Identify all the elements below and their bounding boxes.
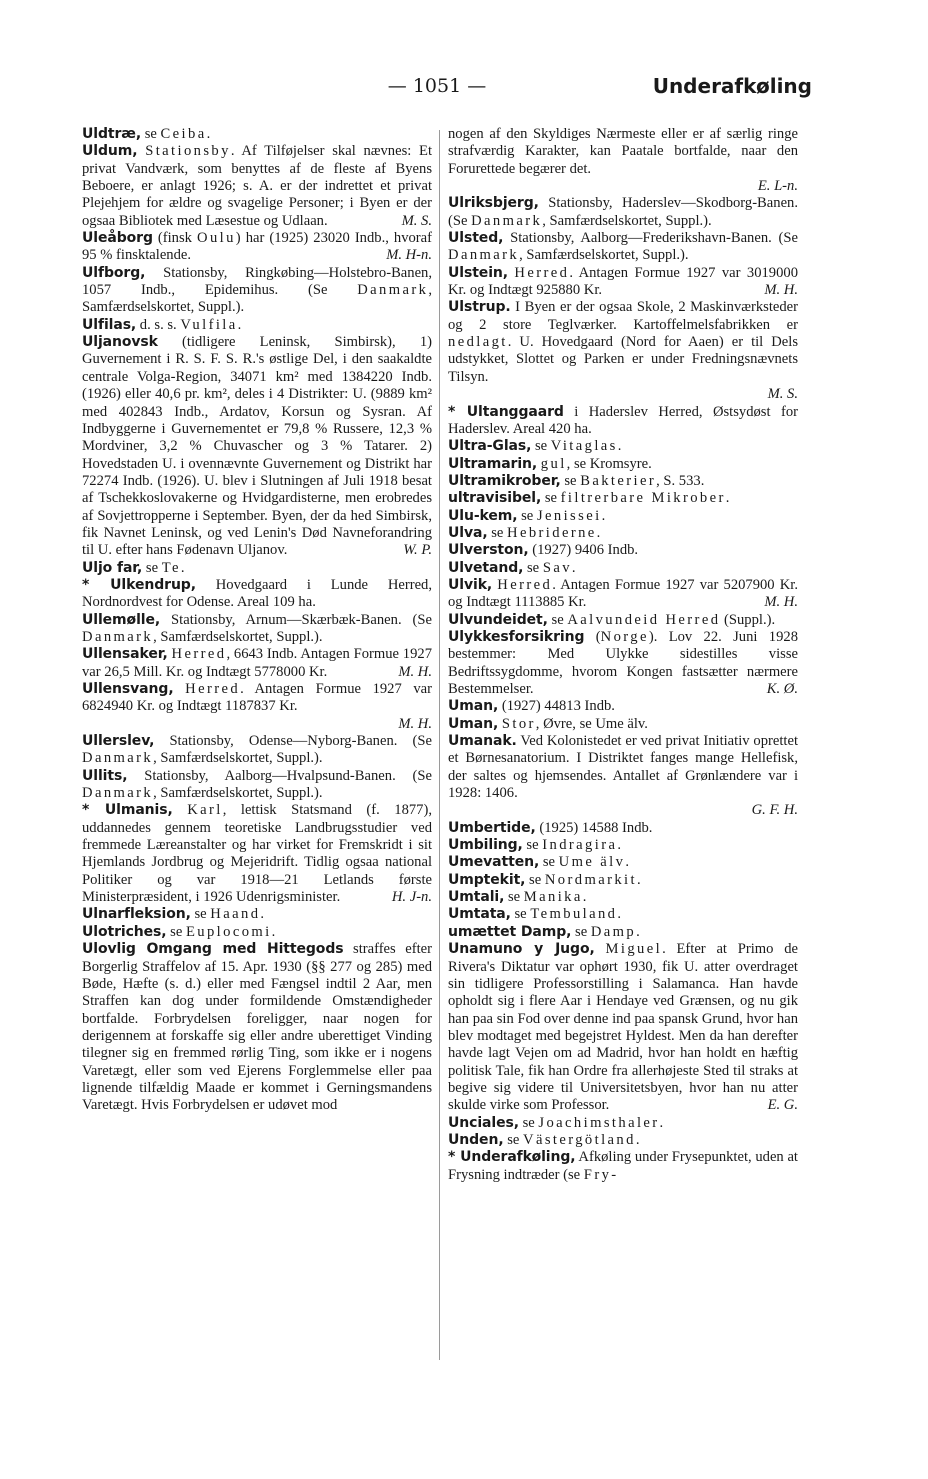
entry-spaced-text: Ume älv <box>558 854 626 871</box>
entry-text-cont: . <box>725 490 730 507</box>
entry-signature: W. P. <box>403 542 432 559</box>
entry-signature: K. Ø. <box>766 681 798 697</box>
entry-text-cont: ) har (1925) 23020 Indb., hvoraf 95 % finsktalende. <box>82 230 432 264</box>
entry-spaced-text: Manika <box>523 889 583 906</box>
entry-text: Stationsby, Odense—Nyborg-Banen. (Se <box>154 733 432 750</box>
entry-headword: Uljanovsk <box>82 334 158 351</box>
entry-spaced-text: Herred <box>514 264 570 281</box>
entry-text: (tidligere Leninsk, Simbirsk), 1) Guvernement i R. S. F. S. R.'s østlige Del, i den saakaldte centrale Volga-Region, 34071 km² med 1384220 Indb. (1926) eller 40,6 pr. km², deles i 4 Distrikter: U. (9889 km² med 402843 Indb., Ardatov, Korsun og Sysran. Af Indbyggerne i Guvernementet er 79,8 % Russere, 12,3 % Mordviner, 3,2 % Chuvascher og 3 % Tatarer. 2) Hovedstaden U. i ovennævnte Guvernement og Distrikt har 72274 Indb. (1926). U. blev i Slutningen af Juli 1918 besat af Tschekkoslovakerne og Hvidgardisterne, men erobredes af Sovjettropperne i September. Byen, der da hed Simbirsk, fik Navnet Leninsk, og ved Lenin's Død Navneforandring til U. efter hans Fødenavn Uljanov. <box>82 334 432 559</box>
entry-text: se <box>518 1114 539 1131</box>
entry-text: I Byen er der ogsaa Skole, 2 Maskinværksteder og 2 store Teglværker. Kartoffelmelsfabrikken er <box>448 299 798 333</box>
entry-text-cont: . <box>206 126 211 142</box>
entry-text: nogen af den Skyldiges Nærmeste eller er af særlig ringe strafværdig Karakter, kan Paatale bortfalde, naar den Forurettede begærer det. <box>448 126 798 177</box>
dictionary-entry <box>448 265 798 300</box>
entry-spaced-text: Danmark <box>471 212 543 229</box>
entry-headword: Umtali, <box>448 889 505 906</box>
dictionary-entry <box>448 230 798 265</box>
entry-headword: Ulstein, <box>448 264 508 281</box>
entry-headword: * Ulmanis, <box>82 802 173 819</box>
entry-signature: M. S. <box>401 212 432 229</box>
entry-spaced-text: Danmark <box>357 282 429 299</box>
dictionary-entry <box>448 924 798 941</box>
entry-spaced-text: Indragira <box>542 837 618 854</box>
dictionary-entry <box>82 802 432 906</box>
dictionary-entry <box>82 317 432 334</box>
entry-headword: Ulovlig Omgang med Hittegods <box>82 941 344 958</box>
entry-text-cont: (Suppl.). <box>720 611 776 628</box>
entry-text: i Haderslev Herred, Østsydøst for Haderslev. Areal 420 ha. <box>448 403 798 437</box>
entry-headword: Ulvik, <box>448 576 493 593</box>
entry-headword: Uldum, <box>82 143 138 160</box>
dictionary-entry <box>448 456 798 473</box>
dictionary-entry <box>448 508 798 525</box>
entry-spaced-text: Danmark <box>82 628 154 645</box>
dictionary-entry <box>448 577 798 612</box>
dictionary-entry <box>82 681 432 716</box>
entry-headword: Ulsted, <box>448 230 504 247</box>
entry-spaced-text: Oulu <box>197 230 236 247</box>
entry-signature: E. L-n. <box>757 178 798 195</box>
entry-text: Hovedgaard i Lunde Herred, Nordnordvest for Odense. Areal 109 ha. <box>82 576 432 611</box>
entry-headword: Ullensaker, <box>82 646 168 663</box>
entry-signature: E. G. <box>767 1097 798 1114</box>
entry-text: se <box>522 837 543 854</box>
entry-text-cont: , 6643 Indb. Antagen Formue 1927 var 26,5 Mill. Kr. og Indtægt 5778000 Kr. <box>82 646 432 680</box>
entry-headword: Ulfborg, <box>82 264 146 281</box>
entry-headword: Uleåborg <box>82 230 153 247</box>
dictionary-entry <box>448 126 798 178</box>
entry-text-cont: , Samfærdselskortet, Suppl.). <box>519 247 689 264</box>
dictionary-entry <box>82 733 432 768</box>
dictionary-entry <box>448 854 798 871</box>
entry-text-cont: . <box>237 316 242 333</box>
entry-headword: Uman, <box>448 698 499 715</box>
entry-headword: Unamuno y Jugo, <box>448 941 595 958</box>
entry-spaced-text: Danmark <box>82 785 154 802</box>
entry-headword: Umtata, <box>448 906 511 923</box>
entry-spaced-text: Herred <box>497 576 553 593</box>
dictionary-entry <box>448 473 798 490</box>
entry-spaced-text: Hebriderne <box>507 524 597 541</box>
entry-text: Stationsby, Ringkøbing—Holstebro-Banen, 1057 Indb., Epidemihus. (Se <box>82 264 432 299</box>
entry-spaced-text: Miguel <box>605 941 663 958</box>
entry-signature: M. H. <box>398 663 432 680</box>
dictionary-entry <box>82 941 432 1114</box>
entry-text: se <box>510 906 531 923</box>
entry-text: (1925) 14588 Indb. <box>535 819 653 836</box>
entry-text <box>595 941 606 957</box>
entry-headword: * Ulkendrup, <box>82 576 196 593</box>
entry-headword: Unciales, <box>448 1114 519 1131</box>
entry-text-cont: . <box>659 1114 664 1131</box>
entry-headword: Unden, <box>448 1131 504 1148</box>
entry-signature: M. H. <box>764 282 798 299</box>
entry-text-cont: , Samfærdselskortet, Suppl.). <box>153 628 323 645</box>
right-column <box>448 126 798 1184</box>
entry-headword: Ultra-Glas, <box>448 438 532 455</box>
entry-text: se <box>571 923 591 940</box>
entry-signature: M. H. <box>764 594 798 611</box>
dictionary-entry <box>82 646 432 681</box>
dictionary-entry <box>448 941 798 1114</box>
dictionary-entry <box>448 299 798 386</box>
dictionary-entry <box>82 265 432 317</box>
entry-spaced-text: Jenissei <box>536 507 602 524</box>
dictionary-entry <box>448 612 798 629</box>
entry-signature: M. H. <box>398 715 432 732</box>
entry-text-cont: . Antagen Formue 1927 var 5207900 Kr. og Indtægt 1113885 Kr. <box>448 576 798 611</box>
dictionary-entry <box>82 768 432 803</box>
dictionary-entry <box>448 820 798 837</box>
entry-text-cont: . <box>180 559 185 576</box>
dictionary-entry <box>448 889 798 906</box>
left-column <box>82 126 432 1115</box>
entry-spaced-text: Danmark <box>82 750 154 767</box>
entry-text-cont: , lettisk Statsmand (f. 1877), uddannedes gennem teoretiske Landbrugsstudier ved fremmede Læreanstalter og har virket for Fremskridt i sit Hjemlands Jordbrug og Mejeridrift. Tidlig ogsaa national Politiker og var 1918—21 Letlands første Ministerpræsident, i 1926 Udenrigsminister. <box>82 802 432 906</box>
dictionary-entry <box>448 872 798 889</box>
entry-text-cont: . <box>617 837 621 854</box>
entry-text: se <box>504 889 524 906</box>
entry-text: straffes efter Borgerlig Straffelov af 15. Apr. 1930 (§§ 277 og 285) med Bøde, Hæfte (s. d.) eller med Fængsel indtil 2 Aar, men Straffen kan dog under formildende Omstændigheder bortfalde. Forbrydelsen foreligger, naar nogen for derigennem at forskaffe sig eller andre uberettiget Vinding tilegner sig en fremmed rørlig Ting, som ikke er i nogens Varetægt, eller som ved Ejerens Forglemmelse eller paa lignende tilfældig Maade er kommet i Gerningsmandens Varetægt. Hvis Forbrydelsen er udøvet mod <box>82 941 432 1114</box>
entry-headword: Umevatten, <box>448 854 540 871</box>
entry-text: Stationsby, Haderslev—Skodborg-Banen. (Se <box>448 195 798 229</box>
entry-spaced-text: Haand <box>210 906 261 923</box>
entry-headword: Ulu-kem, <box>448 507 518 524</box>
dictionary-entry <box>448 1132 798 1149</box>
entry-headword: Uldtræ, <box>82 126 142 142</box>
entry-text: Ved Kolonistedet er ved privat Initiativ oprettet et Børnesanatorium. I Distriktet fanges mange Hellefisk, der saltes og hjemsendes. Antallet af Grønlændere var i 1928: 1406. <box>448 733 798 802</box>
dictionary-entry <box>448 906 798 923</box>
entry-text: se <box>487 524 508 541</box>
entry-spaced-text: Sav <box>542 559 572 576</box>
entry-text-cont: . <box>625 854 629 871</box>
dictionary-entry <box>448 716 798 733</box>
entry-text: se <box>142 559 162 576</box>
entry-headword: Ulfilas, <box>82 316 137 333</box>
entry-text-cont: , Samfærdselskortet, Suppl.). <box>542 212 712 229</box>
entry-spaced-text: Tembuland <box>530 906 618 923</box>
entry-spaced-text: Fry- <box>583 1166 619 1183</box>
entry-headword: Ullerslev, <box>82 733 155 750</box>
entry-text-cont: . <box>617 906 622 923</box>
entry-spaced-text: Damp <box>590 923 637 940</box>
dictionary-entry <box>448 490 798 507</box>
entry-text-cont: . Af Tilføjelser skal nævnes: Et privat Vandværk, som benyttes af de fleste af Byens Beboere, er anlagt 1926; s. A. er der indrettet et privat Plejehjem for ældre og svagelige Personer; i Byen er der ogsaa Bibliotek med Læsestue og Udlaan. <box>82 143 432 229</box>
entry-text-cont: , Samfærdselskortet, Suppl.). <box>82 282 432 316</box>
entry-spaced-text: Te <box>161 559 181 576</box>
entry-text-cont: . <box>636 923 640 940</box>
dictionary-entry <box>82 126 432 143</box>
entry-text: ( <box>584 628 601 645</box>
entry-spaced-text: Norge <box>600 628 649 645</box>
entry-text-cont: , Samfærdselskortet, Suppl.). <box>153 750 323 767</box>
entry-text: se <box>547 611 568 628</box>
dictionary-entry <box>448 1149 798 1184</box>
entry-headword: ultravisibel, <box>448 490 542 507</box>
entry-text: se <box>190 906 211 923</box>
entry-text-cont: . <box>601 507 606 524</box>
dictionary-entry <box>82 612 432 647</box>
entry-text-cont: . Efter at Primo de Rivera's Diktatur var ophørt 1930, fik U. atter overdraget sin tidligere Professorstilling i Salamanca. Han havde opholdt sig i flere Aar i Hendaye ved Grænsen, og nu gik han paa sin Fod over denne ind paa spansk Grund, hvor han blev modtaget med begejstret Hyldest. Men da han derefter havde lagt Vejen om ad Madrid, hvor han holdt en hæftig politisk Tale, fik han Ordre fra allerhøjeste Sted til straks at begive sig videre til Universitetsbyen, hvor han nu atter skulde virke som Professor. <box>448 941 798 1114</box>
entry-text: (1927) 9406 Indb. <box>528 542 639 559</box>
entry-spaced-text: Euplocomi <box>185 923 272 940</box>
entry-headword: Ulriksbjerg, <box>448 195 539 212</box>
entry-text: se <box>166 923 186 940</box>
entry-headword: Umbiling, <box>448 837 523 854</box>
dictionary-entry <box>82 924 432 941</box>
entry-headword: Ulverston, <box>448 542 529 559</box>
entry-text: se <box>539 854 559 871</box>
dictionary-entry <box>82 906 432 923</box>
dictionary-entry <box>448 404 798 439</box>
entry-text-cont: , Samfærdselskortet, Suppl.). <box>153 785 323 802</box>
entry-text-cont: . <box>582 889 587 906</box>
entry-text-cont: . Antagen Formue 1927 var 3019000 Kr. og Indtægt 925880 Kr. <box>448 264 798 299</box>
entry-text: Stationsby, Aalborg—Frederikshavn-Banen. (Se <box>503 230 798 247</box>
entry-headword: * Underafkøling, <box>448 1149 576 1166</box>
column-divider <box>439 130 440 1360</box>
entry-spaced-text: Västergötland <box>523 1131 636 1148</box>
entry-text: se <box>503 1131 524 1148</box>
dictionary-entry <box>448 525 798 542</box>
entry-text: (1927) 44813 Indb. <box>498 698 615 715</box>
entry-headword: * Ultanggaard <box>448 403 564 420</box>
entry-headword: Ulva, <box>448 524 488 541</box>
entry-headword: Ulnarfleksion, <box>82 906 191 923</box>
dictionary-entry <box>448 560 798 577</box>
entry-spaced-text: Aalvundeid Herred <box>567 611 721 628</box>
dictionary-entry <box>448 542 798 559</box>
entry-spaced-text: nedlagt <box>448 334 508 351</box>
entry-text-cont: . <box>636 871 641 888</box>
entry-text: se <box>141 126 161 142</box>
running-head: Underafkøling <box>652 74 812 98</box>
dictionary-entry <box>448 195 798 230</box>
entry-spaced-text: Bakterier <box>580 472 657 489</box>
entry-spaced-text: Vitaglas <box>550 438 618 455</box>
dictionary-entry <box>448 733 798 802</box>
dictionary-entry <box>448 629 798 698</box>
entry-text-cont: . <box>617 438 622 455</box>
entry-spaced-text: Joachimsthaler <box>538 1114 660 1131</box>
dictionary-entry <box>448 438 798 455</box>
entry-headword: umættet Damp, <box>448 923 572 940</box>
entry-headword: Umptekit, <box>448 871 526 888</box>
dictionary-entry <box>448 837 798 854</box>
entry-text-cont: , Øvre, se Ume älv. <box>535 715 648 732</box>
entry-text-cont: . <box>271 923 276 940</box>
entry-headword: Ulvundeidet, <box>448 611 548 628</box>
entry-spaced-text: Herred <box>185 681 241 697</box>
page-number: — 1051 — <box>387 75 487 97</box>
entry-text-cont: ). Lov 22. Juni 1928 bestemmer: Med Ulykke sidestilles visse Bedriftssygdomme, hvorom Kongen fastsætter nærmere Bestemmelser. <box>448 628 798 697</box>
entry-signature: H. J-n. <box>391 889 432 906</box>
entry-text: d. s. s. <box>136 316 181 333</box>
dictionary-entry <box>82 230 432 265</box>
dictionary-entry <box>82 560 432 577</box>
entry-headword: Ulstrup. <box>448 299 511 316</box>
entry-spaced-text: Karl <box>187 802 223 819</box>
entry-text: se <box>517 507 537 524</box>
entry-text: se <box>541 490 561 507</box>
entry-text-cont: . U. Hovedgaard (Nord for Aaen) er til Dels udstykket, Slottet og Parken er under Fredningsnævnets Tilsyn. <box>448 334 798 385</box>
dictionary-entry <box>82 143 432 230</box>
entry-text-cont: . <box>596 524 601 541</box>
entry-text: Stationsby, Aalborg—Hvalpsund-Banen. (Se <box>127 767 432 784</box>
entry-text <box>173 802 188 818</box>
entry-headword: Ulvetand, <box>448 559 524 576</box>
dictionary-entry <box>82 577 432 612</box>
entry-headword: Uman, <box>448 715 499 732</box>
entry-text-cont: . <box>571 559 576 576</box>
entry-headword: Ulykkesforsikring <box>448 628 585 645</box>
dictionary-entry <box>82 334 432 559</box>
entry-text: se <box>525 871 545 888</box>
entry-text-cont: . <box>260 906 265 923</box>
entry-signature: M. H-n. <box>386 247 432 264</box>
entry-headword: Ullemølle, <box>82 611 161 628</box>
dictionary-entry <box>448 1115 798 1132</box>
entry-text: se <box>560 472 581 489</box>
entry-text: se <box>523 559 543 576</box>
entry-headword: Ullits, <box>82 767 128 784</box>
entry-text-cont: . Antagen Formue 1927 var 6824940 Kr. og Indtægt 1187837 Kr. <box>82 681 432 715</box>
entry-spaced-text: Herred <box>171 646 227 663</box>
entry-spaced-text: Stationsby <box>145 143 231 160</box>
entry-signature: M. S. <box>767 386 798 403</box>
entry-spaced-text: gul <box>540 455 567 472</box>
entry-headword: Uljo far, <box>82 559 143 576</box>
entry-text-cont: , se Kromsyre. <box>566 455 652 472</box>
entry-text: se <box>531 438 551 455</box>
entry-headword: Ultramikrober, <box>448 472 561 489</box>
entry-headword: Ulotriches, <box>82 923 167 940</box>
entry-text-cont: , S. 533. <box>656 472 705 489</box>
entry-headword: Ultramarin, <box>448 455 538 472</box>
entry-text: Afkøling under Frysepunktet, uden at Frysning indtræder (se <box>448 1149 798 1183</box>
entry-text-cont: . <box>635 1131 640 1148</box>
entry-signature: G. F. H. <box>751 802 798 819</box>
entry-text <box>174 681 186 697</box>
entry-headword: Umbertide, <box>448 819 536 836</box>
entry-text: (finsk <box>152 230 197 247</box>
entry-text: Stationsby, Arnum—Skærbæk-Banen. (Se <box>160 611 432 628</box>
entry-spaced-text: Ceiba <box>160 126 207 142</box>
dictionary-entry <box>448 698 798 715</box>
entry-headword: Umanak. <box>448 733 517 750</box>
page-header <box>0 73 928 113</box>
entry-spaced-text: filtrerbare Mikrober <box>560 490 726 507</box>
entry-spaced-text: Stor <box>501 715 536 732</box>
entry-spaced-text: Danmark <box>448 247 520 264</box>
entry-headword: Ullensvang, <box>82 681 174 697</box>
entry-spaced-text: Vulfila <box>180 316 238 333</box>
entry-spaced-text: Nordmarkit <box>544 871 637 888</box>
